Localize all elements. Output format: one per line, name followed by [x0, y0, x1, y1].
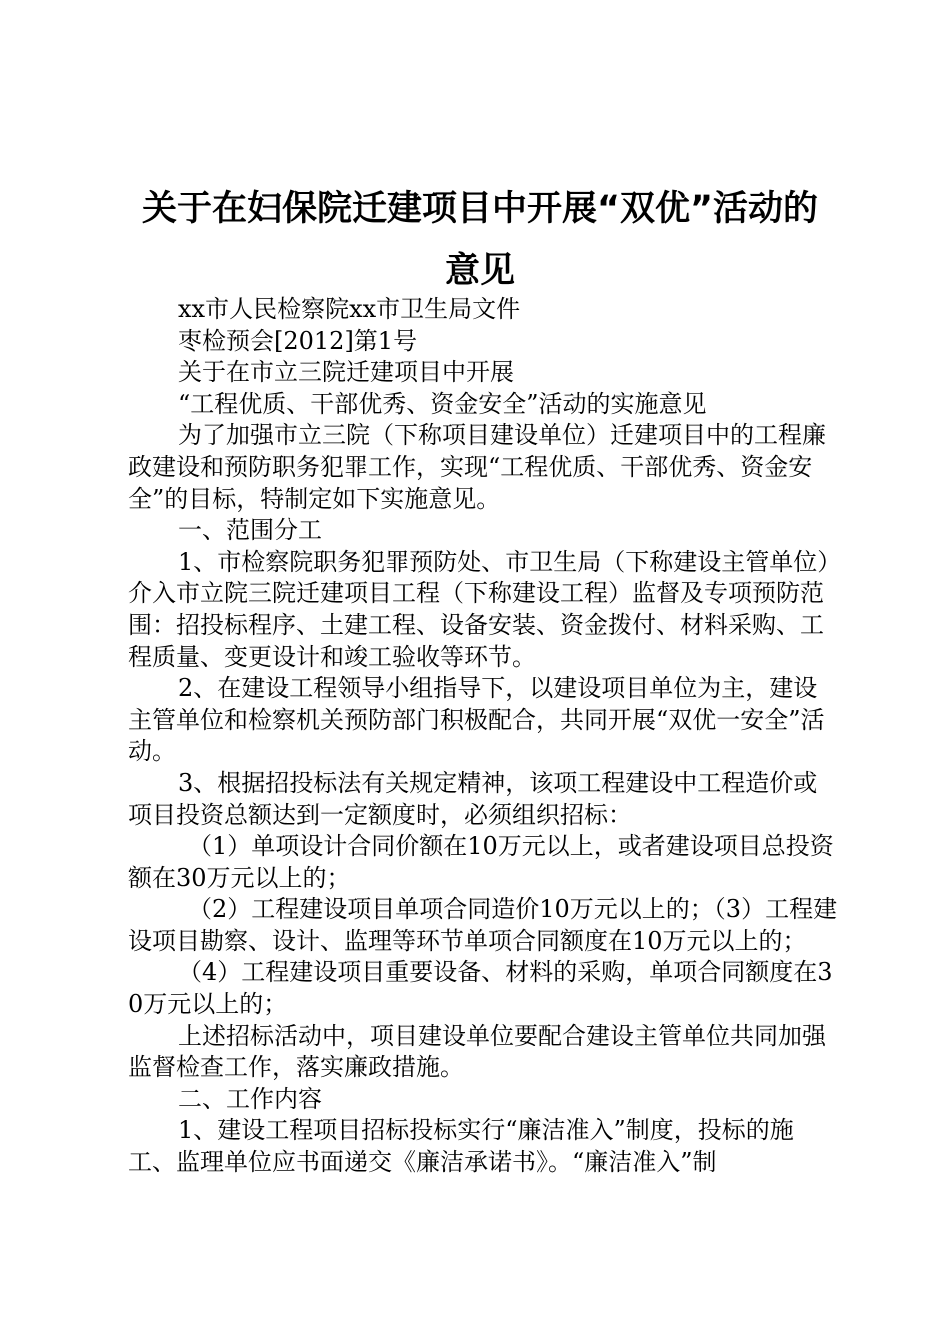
- section-heading-2: 二、工作内容: [178, 1084, 322, 1113]
- paragraph-intro: 为了加强市立三院（下称项目建设单位）迁建项目中的工程廉政建设和预防职务犯罪工作，实现“工程优质、干部优秀、资金安全”的目标，特制定如下实施意见。: [128, 421, 826, 513]
- title-line-2: 意见: [444, 251, 515, 291]
- list-item-4: （4）工程建设项目重要设备、材料的采购，单项合同额度在30万元以上的；: [128, 958, 833, 1019]
- document-number: 枣检预会[2012]第1号: [178, 326, 418, 355]
- list-item-1: （1）单项设计合同价额在10万元以上，或者建设项目总投资额在30万元以上的；: [128, 832, 834, 892]
- subtitle-line-1: 关于在市立三院迁建项目中开展: [178, 358, 514, 387]
- paragraph-2-1: 1、建设工程项目招标投标实行“廉洁准入”制度，投标的施工、监理单位应书面递交《廉洁承诺书》。“廉洁准入”制: [128, 1116, 794, 1177]
- document-title: [120, 178, 840, 302]
- paragraph-1-3: 3、根据招投标法有关规定精神，该项工程建设中工程造价或项目投资总额达到一定额度时，必须组织招标：: [128, 768, 818, 829]
- title-line-1: 关于在妇保院迁建项目中开展“双优”活动的: [141, 189, 818, 229]
- subtitle-line-2: “工程优质、干部优秀、资金安全”活动的实施意见: [178, 389, 707, 418]
- paragraph-1-1: 1、市检察院职务犯罪预防处、市卫生局（下称建设主管单位）介入市立院三院迁建项目工程（下称建设工程）监督及专项预防范围：招投标程序、土建工程、设备安装、资金拨付、材料采购、工程质量、变更设计和竣工验收等环节。: [128, 547, 830, 671]
- issuer-line: xx市人民检察院xx市卫生局文件: [178, 295, 521, 323]
- section-heading-1: 一、范围分工: [178, 516, 322, 545]
- document-body: [128, 294, 840, 1179]
- list-item-2-3: （2）工程建设项目单项合同造价10万元以上的；（3）工程建设项目勘察、设计、监理等环节单项合同额度在10万元以上的；: [128, 895, 838, 955]
- paragraph-summary: 上述招标活动中，项目建设单位要配合建设主管单位共同加强监督检查工作，落实廉政措施。: [128, 1021, 826, 1082]
- paragraph-1-2: 2、在建设工程领导小组指导下，以建设项目单位为主，建设主管单位和检察机关预防部门积极配合，共同开展“双优一安全”活动。: [128, 674, 825, 766]
